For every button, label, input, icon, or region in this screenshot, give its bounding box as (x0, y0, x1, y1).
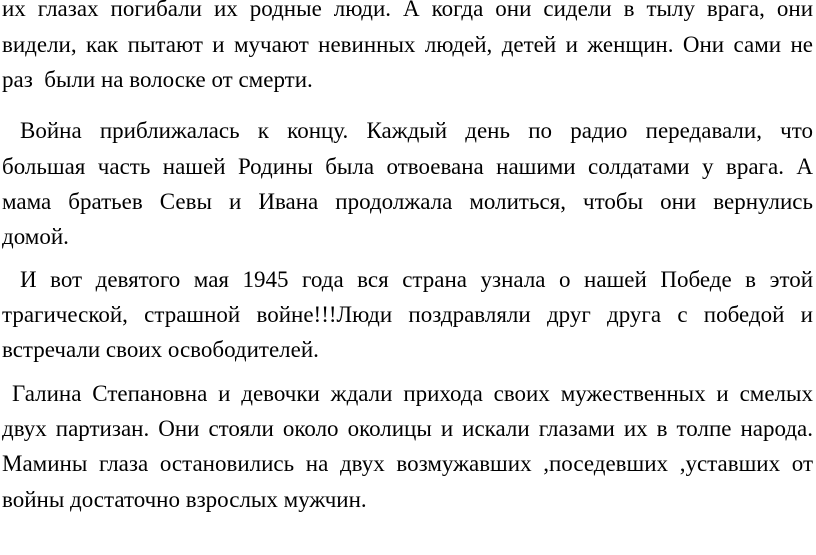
text-line: И вот девятого мая 1945 года вся страна узнала о нашей Победе в этой (20, 267, 813, 292)
text-line: видели, как пытают и мучают невинных людей, детей и женщин. Они сами не (2, 32, 813, 57)
text-line: Война приближалась к концу. Каждый день по радио передавали, что (20, 118, 813, 143)
text-line: двух партизан. Они стояли около околицы и искали глазами их в толпе народа. (2, 416, 813, 441)
text-line: трагической, страшной войне!!!Люди поздравляли друг друга с победой и (2, 302, 813, 327)
text-line: Мамины глаза остановились на двух возмужавших ,поседевших ,уставших от (2, 451, 813, 476)
text-line: домой. (2, 224, 69, 249)
text-line: раз были на волоске от смерти. (2, 67, 313, 92)
text-line: Галина Степановна и девочки ждали прихода своих мужественных и смелых (12, 381, 813, 406)
text-line: мама братьев Севы и Ивана продолжала молиться, чтобы они вернулись (2, 189, 813, 214)
text-line: большая часть нашей Родины была отвоевана нашими солдатами у врага. А (2, 154, 813, 179)
text-line: встречали своих освободителей. (2, 337, 319, 362)
text-line: их глазах погибали их родные люди. А когда они сидели в тылу врага, они (2, 0, 813, 21)
text-line: войны достаточно взрослых мужчин. (2, 487, 367, 512)
